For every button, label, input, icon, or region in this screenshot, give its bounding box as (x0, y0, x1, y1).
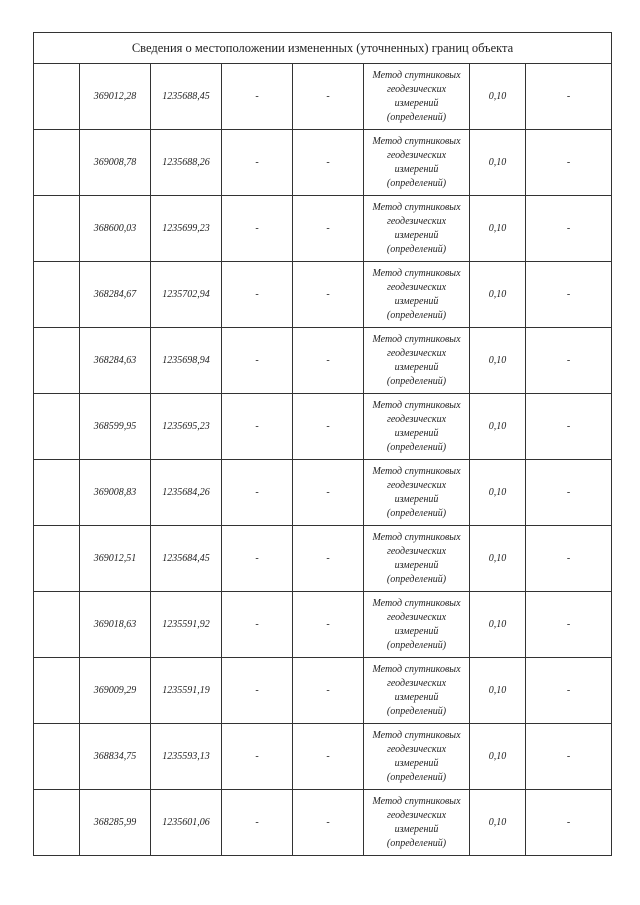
empty-value-cell: - (526, 328, 612, 394)
empty-value-cell: - (293, 724, 364, 790)
point-number-cell (34, 130, 80, 196)
accuracy-cell: 0,10 (470, 658, 526, 724)
table-row (34, 460, 612, 526)
empty-value-cell: - (222, 262, 293, 328)
empty-value-cell: - (222, 592, 293, 658)
point-number-cell (34, 790, 80, 856)
method-cell: Метод спутниковых геодезических измерений (определений) (364, 130, 470, 196)
accuracy-cell: 0,10 (470, 724, 526, 790)
y-coordinate-cell: 1235699,23 (151, 196, 222, 262)
empty-value-cell: - (222, 526, 293, 592)
empty-value-cell: - (526, 262, 612, 328)
y-coordinate-cell: 1235684,45 (151, 526, 222, 592)
method-cell: Метод спутниковых геодезических измерений (определений) (364, 394, 470, 460)
x-coordinate-cell: 369008,83 (80, 460, 151, 526)
table-row (34, 724, 612, 790)
method-cell: Метод спутниковых геодезических измерений (определений) (364, 658, 470, 724)
x-coordinate-cell: 369009,29 (80, 658, 151, 724)
x-coordinate-cell: 369008,78 (80, 130, 151, 196)
table-body (34, 64, 612, 856)
empty-value-cell: - (222, 724, 293, 790)
empty-value-cell: - (222, 130, 293, 196)
point-number-cell (34, 526, 80, 592)
point-number-cell (34, 658, 80, 724)
point-number-cell (34, 262, 80, 328)
y-coordinate-cell: 1235591,19 (151, 658, 222, 724)
y-coordinate-cell: 1235591,92 (151, 592, 222, 658)
boundary-coordinates-table (33, 32, 612, 856)
table-title: Сведения о местоположении измененных (уточненных) границ объекта (34, 33, 612, 64)
method-cell: Метод спутниковых геодезических измерений (определений) (364, 262, 470, 328)
table-row (34, 64, 612, 130)
x-coordinate-cell: 368834,75 (80, 724, 151, 790)
y-coordinate-cell: 1235695,23 (151, 394, 222, 460)
y-coordinate-cell: 1235698,94 (151, 328, 222, 394)
empty-value-cell: - (222, 196, 293, 262)
method-cell: Метод спутниковых геодезических измерений (определений) (364, 460, 470, 526)
y-coordinate-cell: 1235688,45 (151, 64, 222, 130)
accuracy-cell: 0,10 (470, 592, 526, 658)
accuracy-cell: 0,10 (470, 130, 526, 196)
y-coordinate-cell: 1235688,26 (151, 130, 222, 196)
empty-value-cell: - (293, 658, 364, 724)
empty-value-cell: - (526, 196, 612, 262)
point-number-cell (34, 328, 80, 394)
empty-value-cell: - (222, 394, 293, 460)
empty-value-cell: - (293, 262, 364, 328)
table-row (34, 262, 612, 328)
accuracy-cell: 0,10 (470, 328, 526, 394)
empty-value-cell: - (526, 394, 612, 460)
empty-value-cell: - (526, 526, 612, 592)
empty-value-cell: - (293, 328, 364, 394)
y-coordinate-cell: 1235684,26 (151, 460, 222, 526)
x-coordinate-cell: 369012,28 (80, 64, 151, 130)
table-row (34, 526, 612, 592)
x-coordinate-cell: 369012,51 (80, 526, 151, 592)
x-coordinate-cell: 369018,63 (80, 592, 151, 658)
point-number-cell (34, 64, 80, 130)
accuracy-cell: 0,10 (470, 526, 526, 592)
empty-value-cell: - (222, 64, 293, 130)
point-number-cell (34, 394, 80, 460)
method-cell: Метод спутниковых геодезических измерений (определений) (364, 724, 470, 790)
empty-value-cell: - (526, 130, 612, 196)
accuracy-cell: 0,10 (470, 460, 526, 526)
y-coordinate-cell: 1235601,06 (151, 790, 222, 856)
method-cell: Метод спутниковых геодезических измерений (определений) (364, 526, 470, 592)
empty-value-cell: - (222, 790, 293, 856)
empty-value-cell: - (293, 526, 364, 592)
method-cell: Метод спутниковых геодезических измерений (определений) (364, 64, 470, 130)
accuracy-cell: 0,10 (470, 394, 526, 460)
y-coordinate-cell: 1235702,94 (151, 262, 222, 328)
accuracy-cell: 0,10 (470, 790, 526, 856)
table-row (34, 592, 612, 658)
point-number-cell (34, 460, 80, 526)
empty-value-cell: - (526, 790, 612, 856)
empty-value-cell: - (222, 328, 293, 394)
empty-value-cell: - (526, 460, 612, 526)
empty-value-cell: - (293, 196, 364, 262)
x-coordinate-cell: 368599,95 (80, 394, 151, 460)
empty-value-cell: - (293, 394, 364, 460)
empty-value-cell: - (222, 658, 293, 724)
accuracy-cell: 0,10 (470, 196, 526, 262)
accuracy-cell: 0,10 (470, 262, 526, 328)
x-coordinate-cell: 368600,03 (80, 196, 151, 262)
table-row (34, 196, 612, 262)
y-coordinate-cell: 1235593,13 (151, 724, 222, 790)
point-number-cell (34, 724, 80, 790)
point-number-cell (34, 592, 80, 658)
empty-value-cell: - (293, 130, 364, 196)
empty-value-cell: - (526, 724, 612, 790)
table-row (34, 328, 612, 394)
empty-value-cell: - (293, 64, 364, 130)
empty-value-cell: - (526, 64, 612, 130)
x-coordinate-cell: 368284,67 (80, 262, 151, 328)
method-cell: Метод спутниковых геодезических измерений (определений) (364, 790, 470, 856)
table-row (34, 130, 612, 196)
point-number-cell (34, 196, 80, 262)
accuracy-cell: 0,10 (470, 64, 526, 130)
table-row (34, 790, 612, 856)
method-cell: Метод спутниковых геодезических измерений (определений) (364, 328, 470, 394)
x-coordinate-cell: 368285,99 (80, 790, 151, 856)
table-row (34, 658, 612, 724)
method-cell: Метод спутниковых геодезических измерений (определений) (364, 592, 470, 658)
empty-value-cell: - (526, 592, 612, 658)
x-coordinate-cell: 368284,63 (80, 328, 151, 394)
empty-value-cell: - (293, 790, 364, 856)
empty-value-cell: - (526, 658, 612, 724)
empty-value-cell: - (222, 460, 293, 526)
table-row (34, 394, 612, 460)
empty-value-cell: - (293, 460, 364, 526)
method-cell: Метод спутниковых геодезических измерений (определений) (364, 196, 470, 262)
empty-value-cell: - (293, 592, 364, 658)
